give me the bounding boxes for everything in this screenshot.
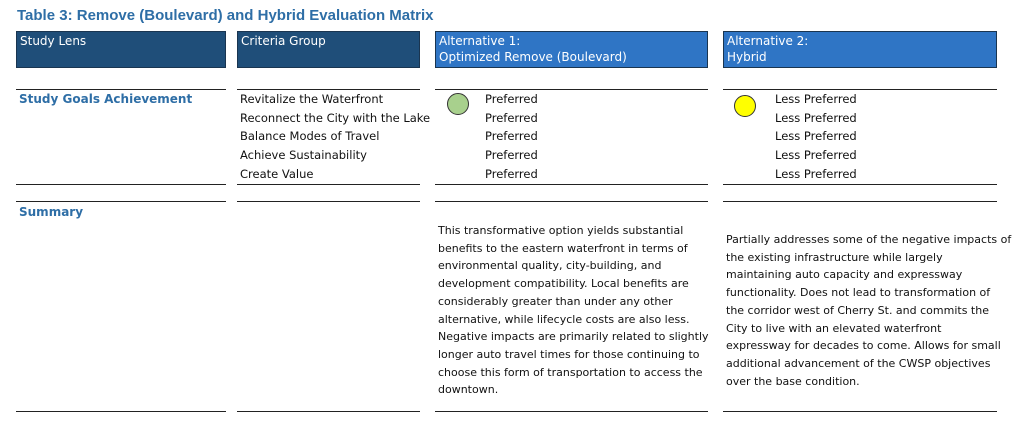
lens-summary: Summary bbox=[19, 205, 84, 219]
header-alt2-line2: Hybrid bbox=[727, 50, 767, 64]
row-divider bbox=[723, 184, 997, 185]
alt2-rating-list bbox=[775, 90, 857, 184]
alt2-rating: Less Preferred bbox=[775, 166, 857, 181]
alt2-rating: Less Preferred bbox=[775, 110, 857, 125]
row-divider bbox=[723, 201, 997, 202]
alt2-rating-indicator-yellow bbox=[734, 95, 756, 117]
criteria-item: Create Value bbox=[240, 166, 314, 181]
row-divider bbox=[237, 411, 420, 412]
criteria-item: Achieve Sustainability bbox=[240, 148, 367, 163]
summary-line: benefits to the eastern waterfront in terms of bbox=[438, 241, 688, 255]
row-divider bbox=[16, 201, 226, 202]
criteria-list bbox=[240, 90, 430, 184]
row-divider bbox=[435, 184, 708, 185]
header-alternative-1 bbox=[435, 31, 708, 68]
header-criteria-group bbox=[237, 31, 420, 68]
criteria-item: Balance Modes of Travel bbox=[240, 129, 380, 144]
alt1-rating: Preferred bbox=[485, 110, 538, 125]
summary-line: This transformative option yields substantial bbox=[438, 224, 684, 237]
summary-line: longer auto travel times for those continuing to bbox=[438, 347, 700, 361]
alt2-rating: Less Preferred bbox=[775, 92, 857, 106]
header-alt1-line2: Optimized Remove (Boulevard) bbox=[439, 50, 627, 64]
alt2-rating: Less Preferred bbox=[775, 148, 857, 163]
alt1-rating: Preferred bbox=[485, 166, 538, 181]
header-alt2-line1: Alternative 2: bbox=[727, 34, 809, 48]
alt1-rating: Preferred bbox=[485, 129, 538, 144]
alt1-rating: Preferred bbox=[485, 92, 538, 106]
row-divider bbox=[723, 411, 997, 412]
alt1-rating-list bbox=[485, 90, 538, 184]
row-divider bbox=[16, 411, 226, 412]
header-study-lens-label: Study Lens bbox=[20, 34, 87, 48]
alt1-rating-indicator-green bbox=[447, 93, 469, 115]
header-criteria-group-label: Criteria Group bbox=[241, 34, 326, 48]
row-divider bbox=[16, 184, 226, 185]
alt2-rating: Less Preferred bbox=[775, 129, 857, 144]
row-divider bbox=[237, 201, 420, 202]
row-divider bbox=[435, 411, 708, 412]
header-alternative-2 bbox=[723, 31, 997, 68]
summary-line: over the base condition. bbox=[726, 374, 860, 388]
summary-line: choose this form of transportation to access the bbox=[438, 365, 703, 379]
summary-line: downtown. bbox=[438, 383, 499, 397]
summary-line: additional advancement of the CWSP objectives bbox=[726, 356, 991, 370]
summary-line: maintaining auto capacity and expressway bbox=[726, 268, 963, 282]
table-title: Table 3: Remove (Boulevard) and Hybrid Evaluation Matrix bbox=[17, 7, 434, 24]
header-alt1-line1: Alternative 1: bbox=[439, 34, 521, 48]
row-divider bbox=[435, 89, 708, 90]
summary-line: the existing infrastructure while largely bbox=[726, 250, 943, 264]
alt2-summary-text bbox=[726, 231, 1011, 390]
row-divider bbox=[237, 184, 420, 185]
row-divider bbox=[16, 89, 226, 90]
criteria-item: Revitalize the Waterfront bbox=[240, 92, 384, 106]
lens-study-goals: Study Goals Achievement bbox=[19, 92, 193, 106]
summary-line: development compatibility. Local benefits are bbox=[438, 277, 689, 291]
summary-line: expressway for decades to come. Allows for small bbox=[726, 339, 1001, 353]
header-study-lens bbox=[16, 31, 226, 68]
row-divider bbox=[435, 201, 708, 202]
summary-line: functionality. Does not lead to transformation of bbox=[726, 286, 991, 300]
criteria-item: Reconnect the City with the Lake bbox=[240, 110, 431, 125]
summary-line: the corridor west of Cherry St. and commits the bbox=[726, 303, 989, 317]
summary-line: Negative impacts are primarily related to slightly bbox=[438, 330, 709, 344]
alt1-rating: Preferred bbox=[485, 148, 538, 163]
summary-line: alternative, while lifecycle costs are also less. bbox=[438, 312, 690, 326]
summary-line: Partially addresses some of the negative impacts of bbox=[726, 233, 1012, 246]
alt1-summary-text bbox=[438, 222, 709, 399]
summary-line: environmental quality, city-building, and bbox=[438, 259, 662, 273]
row-divider bbox=[723, 89, 997, 90]
summary-line: City to live with an elevated waterfront bbox=[726, 321, 942, 335]
summary-line: considerably greater than under any other bbox=[438, 294, 673, 308]
